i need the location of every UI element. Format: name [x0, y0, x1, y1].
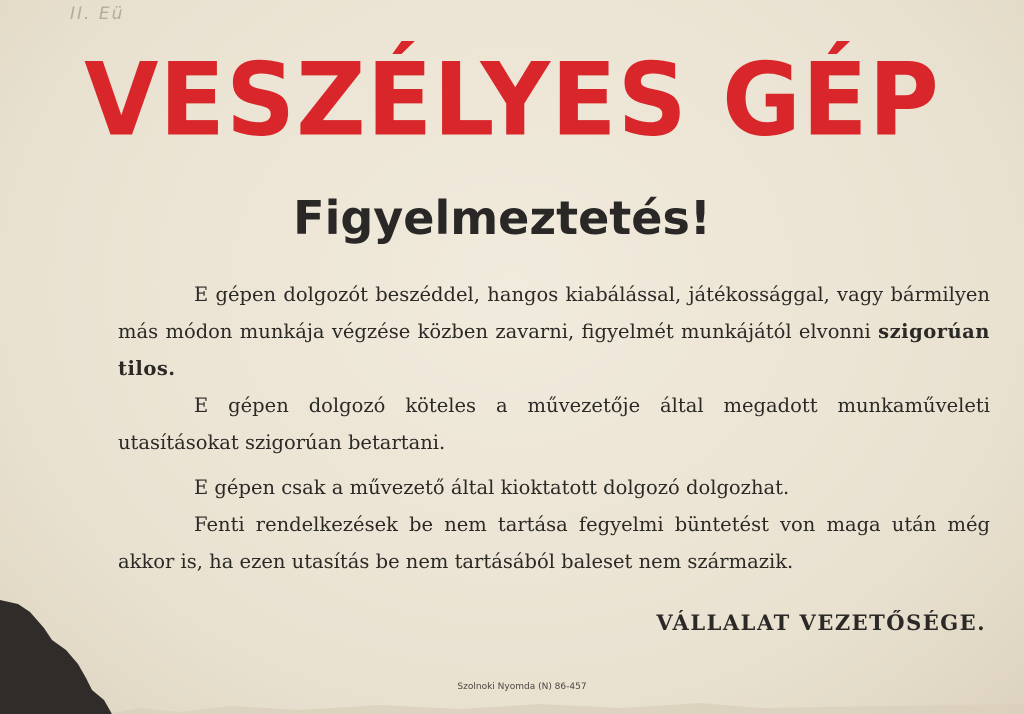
paragraph-4: Fenti rendelkezések be nem tartása fegyelmi büntetést von maga után még akkor is, ha ezen utasítás be nem tartásából baleset nem származik. [118, 513, 990, 573]
paragraph-1 [118, 276, 990, 387]
paragraph-1-emphasis: szigorúan tilos. [118, 320, 990, 380]
paragraph-1-text: E gépen dolgozót beszéddel, hangos kiabálással, játékossággal, vagy bármilyen más módon munkája végzése közben zavarni, figyelmét munkájától elvonni [118, 283, 990, 343]
printer-imprint: Szolnoki Nyomda (N) 86-457 [457, 682, 587, 692]
notice-body [118, 276, 990, 580]
bottom-frayed-edge [110, 703, 1024, 714]
pencil-annotation: II. Eü [70, 4, 125, 24]
headline: VESZÉLYES GÉP [84, 41, 940, 159]
paragraph-3: E gépen csak a művezető által kioktatott dolgozó dolgozhat. [194, 476, 790, 499]
torn-corner-shadow [0, 600, 112, 714]
signature: VÁLLALAT VEZETŐSÉGE. [656, 610, 986, 635]
paragraph-2: E gépen dolgozó köteles a művezetője által megadott munkaműveleti utasításokat szigorúan betartani. [118, 394, 990, 454]
subheadline: Figyelmeztetés! [293, 191, 711, 245]
